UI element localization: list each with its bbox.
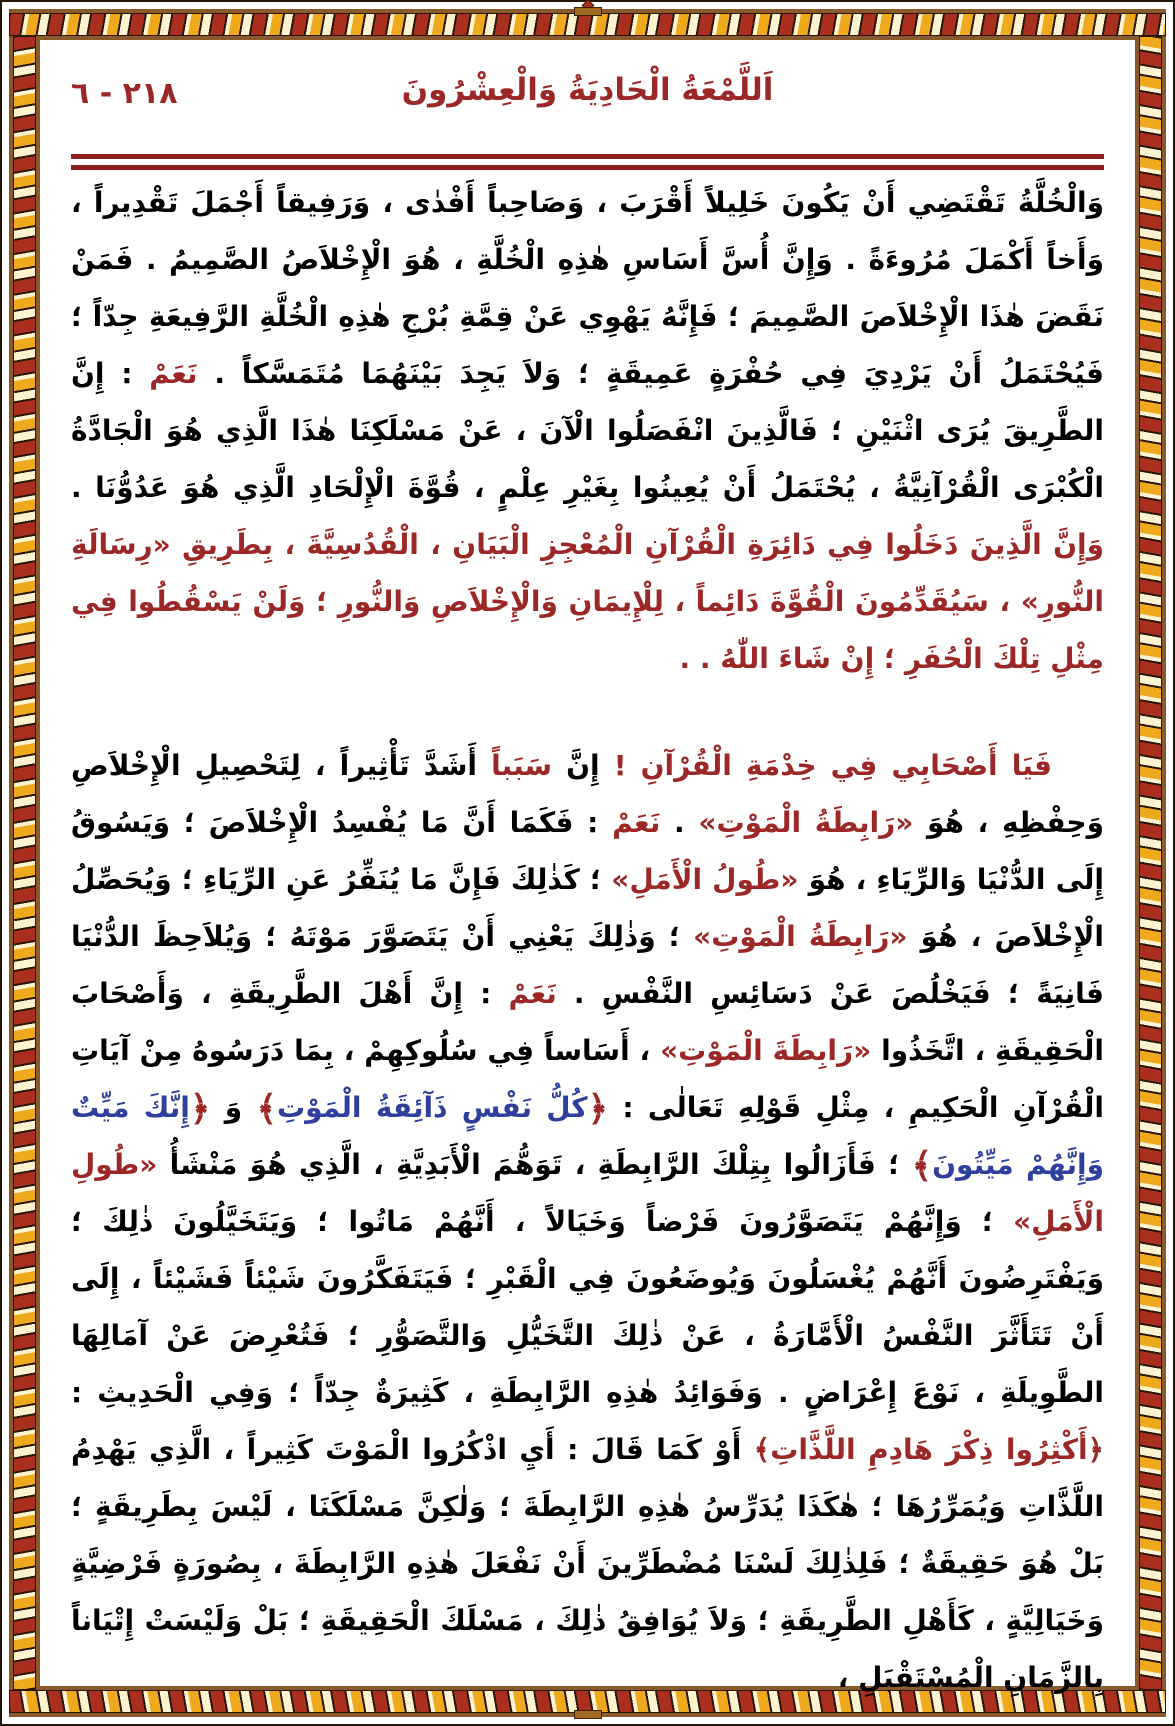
page-title: اَللَّمْعَةُ الْحَادِيَةُ وَالْعِشْرُونَ <box>401 72 774 108</box>
ornamental-border-left <box>9 36 40 1690</box>
emphasis-naam: نَعَمْ <box>149 357 198 390</box>
paragraph-opening <box>71 174 1104 687</box>
ornamental-border-right <box>1135 36 1166 1690</box>
emphasis-naam: نَعَمْ <box>612 806 661 839</box>
page-content <box>40 40 1135 1694</box>
emphasis-risale-nur: وَإِنَّ الَّذِينَ دَخَلُوا فِي دَائِرَةِ الْقُرْآنِ الْمُعْجِزِ الْبَيَانِ ، الْقُدُسِيَّةَ ، بِطَرِيقِ «رِسَالَةِ النُّورِ» ، سَيُقَدِّمُونَ الْقُوَّةَ دَائِماً ، لِلْإِيمَانِ وَالْإِخْلاَصِ وَالنُّورِ ؛ وَلَنْ يَسْقُطُوا فِي مِثْلِ تِلْكَ الْحُفَرِ ؛ إِنْ شَاءَ اللّٰهُ . . <box>71 528 1104 675</box>
term-tul-alamal: «طُولُ الْأَمَلِ» <box>611 863 799 896</box>
text-run: أَشَدَّ تَأْثِيراً ، لِتَحْصِيلِ الْإِخْلاَصِ وَحِفْظِهِ ، هُوَ <box>71 749 1105 839</box>
text-run: وَ <box>210 1091 257 1124</box>
paragraph-address-to-companions <box>71 737 1104 1706</box>
border-top-center-tab <box>574 7 602 16</box>
text-run: أَوْ كَمَا قَالَ : أَيِ اذْكُرُوا الْمَوْتَ كَثِيراً ، الَّذِي يَهْدِمُ اللَّذَّاتِ وَيُمَرِّرُهَا ؛ هٰكَذَا يُدَرِّسُ هٰذِهِ الرَّابِطَةَ ؛ وَلٰكِنَّ مَسْلَكَنَا ، لَيْسَ بِطَرِيقَةٍ ؛ بَلْ هُوَ حَقِيقَةٌ ؛ فَلِذٰلِكَ لَسْنَا مُضْطَرِّينَ أَنْ نَفْعَلَ هٰذِهِ الرَّابِطَةَ ، بِصُورَةٍ فَرْضِيَّةٍ وَخَيَالِيَّةٍ ، كَأَهْلِ الطَّرِيقَةِ ؛ وَلاَ يُوَافِقُ ذٰلِكَ ، مَسْلَكَ الْحَقِيقَةِ ؛ بَلْ وَلَيْسَتْ إِتْيَاناً بِالزَّمَانِ الْمُسْتَقْبَلِ ، <box>71 1433 1104 1694</box>
term-rabitat-almawt: «رَابِطَةُ الْمَوْتِ» <box>698 806 914 839</box>
term-tul-alamal: «طُولِ الْأَمَلِ» <box>71 1148 1104 1238</box>
ornate-bracket-open: ﴿ <box>189 1089 211 1130</box>
quran-verse-1: كُلُّ نَفْسٍ ذَآئِقَةُ الْمَوْتِ <box>276 1091 588 1124</box>
text-run: ؛ فَأَزَالُوا بِتِلْكَ الرَّابِطَةِ ، تَوَهُّمَ الْأَبَدِيَّةِ ، الَّذِي هُوَ مَنْشَأُ <box>157 1148 912 1181</box>
text-run: : إِنَّ أَهْلَ الطَّرِيقَةِ ، وَأَصْحَابَ الْحَقِيقَةِ ، اتَّخَذُوا <box>71 977 1105 1067</box>
text-run: : إِنَّ الطَّرِيقَ يُرَى اثْنَيْنِ ؛ فَالَّذِينَ انْفَصَلُوا الْآنَ ، عَنْ مَسْلَكِنَا هٰذَا الَّذِي هُوَ الْجَادَّةُ الْكُبْرَى الْقُرْآنِيَّةُ ، يُحْتَمَلُ أَنْ يُعِينُوا بِغَيْرِ عِلْمٍ ، قُوَّةَ الْإِلْحَادِ الَّذِي هُوَ عَدُوُّنَا . <box>71 357 1104 504</box>
page-header <box>71 72 1104 128</box>
text-run: وَالْخُلَّةُ تَقْتَضِي أَنْ يَكُونَ خَلِيلاً أَقْرَبَ ، وَصَاحِباً أَفْدٰى ، وَرَفِيقاً أَجْمَلَ تَقْدِيراً ، وَأَخاً أَكْمَلَ مُرُوءَةً . وَإِنَّ أُسَّ أَسَاسِ هٰذِهِ الْخُلَّةِ ، هُوَ الْإِخْلاَصُ الصَّمِيمُ . فَمَنْ نَقَضَ هٰذَا الْإِخْلاَصَ الصَّمِيمَ ؛ فَإِنَّهُ يَهْوِي عَنْ قِمَّةِ بُرْجِ هٰذِهِ الْخُلَّةِ الرَّفِيعَةِ جِدّاً ؛ فَيُحْتَمَلُ أَنْ يَرْدِيَ فِي حُفْرَةٍ عَمِيقَةٍ ؛ وَلاَ يَجِدَ بَيْنَهُمَا مُتَمَسَّكاً . <box>71 186 1104 390</box>
term-rabitat-almawt: «رَابِطَةُ الْمَوْتِ» <box>693 920 908 953</box>
vocative-companions: فَيَا أَصْحَابِي فِي خِدْمَةِ الْقُرْآنِ ! <box>599 749 1053 782</box>
ornate-bracket-close: ﴾ <box>256 1089 277 1130</box>
text-run: ؛ وَذٰلِكَ يَعْنِي أَنْ يَتَصَوَّرَ مَوْتَهُ ؛ وَيُلاَحِظَ الدُّنْيَا فَانِيَةً ؛ فَيَخْلُصَ عَنْ دَسَائِسِ النَّفْسِ . <box>71 920 1104 1010</box>
double-rule-separator <box>71 154 1104 170</box>
text-run: ، أَسَاساً فِي سُلُوكِهِمْ ، بِمَا دَرَسُوهُ مِنْ آيَاتِ الْقُرْآنِ الْحَكِيمِ ، مِثْلِ قَوْلِهِ تَعَالٰى : <box>71 1034 1105 1124</box>
text-run: : فَكَمَا أَنَّ مَا يُفْسِدُ الْإِخْلاَصَ ؛ وَيَسُوقُ إِلَى الدُّنْيَا وَالرِّيَاءِ ، هُوَ <box>71 806 1105 896</box>
hadith-quote: ﴿أَكْثِرُوا ذِكْرَ هَادِمِ اللَّذَّاتِ﴾ <box>753 1433 1105 1466</box>
text-run: ؛ كَذٰلِكَ فَإِنَّ مَا يُنَفِّرُ عَنِ الرِّيَاءِ ؛ وَيُحَصِّلُ الْإِخْلاَصَ ، هُوَ <box>71 863 1104 953</box>
text-run: ؛ وَإِنَّهُمْ يَتَصَوَّرُونَ فَرْضاً وَخَيَالاً ، أَنَّهُمْ مَاتُوا ؛ وَيَتَخَيَّلُونَ ذٰلِكَ ؛ وَيَفْتَرِضُونَ أَنَّهُمْ يُغْسَلُونَ وَيُوضَعُونَ فِي الْقَبْرِ ؛ فَيَتَفَكَّرُونَ شَيْئاً فَشَيْئاً ، إِلَى أَنْ تَتَأَثَّرَ النَّفْسُ الْأَمَّارَةُ ، عَنْ ذٰلِكَ التَّخَيُّلِ وَالتَّصَوُّرِ ؛ فَتُعْرِضَ عَنْ آمَالِهَا الطَّوِيلَةِ ، نَوْعَ إِعْرَاضٍ . وَفَوَائِدُ هٰذِهِ الرَّابِطَةِ ، كَثِيرَةٌ جِدّاً ؛ وَفِي الْحَدِيثِ : <box>71 1205 1104 1409</box>
text-run: سَبَباً <box>491 749 553 782</box>
ornate-bracket-open: ﴿ <box>587 1089 609 1130</box>
text-run: إِنَّ <box>552 749 600 782</box>
ornate-bracket-close: ﴾ <box>911 1146 933 1187</box>
border-bottom-center-tab <box>574 1710 602 1719</box>
page-number: ٢١٨ - ٦ <box>71 76 178 111</box>
term-rabitat-almawt: «رَابِطَةَ الْمَوْتِ» <box>660 1034 872 1067</box>
quran-verse-2: إِنَّكَ مَيِّتٌ وَإِنَّهُمْ مَيِّتُونَ <box>71 1091 1105 1181</box>
emphasis-naam: نَعَمْ <box>508 977 557 1010</box>
text-run: . <box>660 806 699 839</box>
body-text <box>71 174 1104 1706</box>
